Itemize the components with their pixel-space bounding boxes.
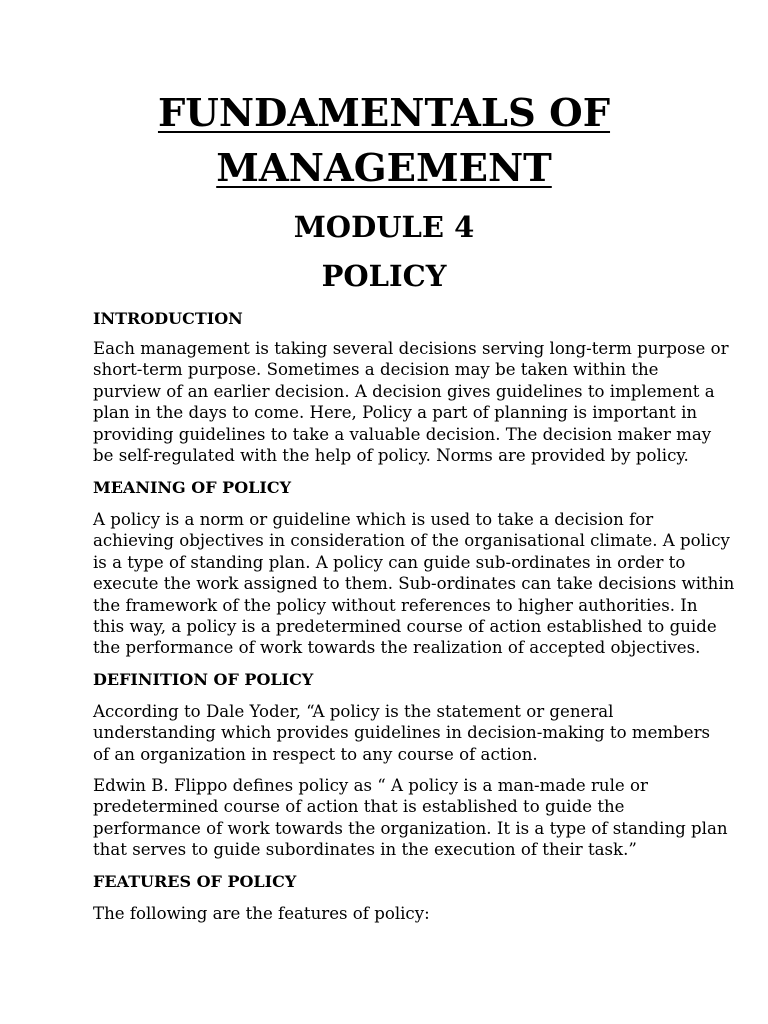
paragraph-line: performance of work towards the organization. It is a type of standing plan	[93, 818, 728, 838]
meaning-heading: MEANING OF POLICY	[93, 478, 292, 497]
paragraph-line: predetermined course of action that is established to guide the	[93, 797, 625, 817]
paragraph-line: plan in the days to come. Here, Policy a part of planning is important in	[93, 403, 698, 423]
meaning-paragraph	[93, 509, 735, 659]
paragraph-line: the framework of the policy without references to higher authorities. In	[93, 595, 698, 615]
document-title-line2: MANAGEMENT	[216, 146, 552, 191]
paragraph-line: be self-regulated with the help of policy. Norms are provided by policy.	[93, 446, 689, 466]
definition-heading: DEFINITION OF POLICY	[93, 670, 314, 689]
paragraph-line: achieving objectives in consideration of the organisational climate. A policy	[93, 531, 730, 551]
yoder-definition-paragraph	[93, 701, 711, 765]
paragraph-line: short-term purpose. Sometimes a decision may be taken within the	[93, 360, 659, 380]
introduction-paragraph	[93, 338, 729, 466]
paragraph-line: The following are the features of policy:	[93, 904, 430, 923]
paragraph-line: is a type of standing plan. A policy can guide sub-ordinates in order to	[93, 552, 686, 572]
paragraph-line: Each management is taking several decisions serving long-term purpose or	[93, 339, 729, 358]
flippo-definition-paragraph	[93, 775, 728, 861]
document-title-line1: FUNDAMENTALS OF	[157, 91, 611, 136]
paragraph-line: According to Dale Yoder, “A policy is the statement or general	[93, 702, 614, 721]
paragraph-line: the performance of work towards the realization of accepted objectives.	[93, 638, 701, 658]
paragraph-line: purview of an earlier decision. A decision gives guidelines to implement a	[93, 381, 715, 401]
paragraph-line: A policy is a norm or guideline which is used to take a decision for	[93, 510, 654, 529]
paragraph-line: providing guidelines to take a valuable decision. The decision maker may	[93, 424, 712, 444]
paragraph-line: execute the work assigned to them. Sub-ordinates can take decisions within	[93, 574, 735, 594]
paragraph-line: that serves to guide subordinates in the execution of their task.”	[93, 840, 637, 860]
paragraph-line: Edwin B. Flippo defines policy as “ A policy is a man-made rule or	[93, 776, 648, 795]
module-label: MODULE 4	[293, 210, 475, 244]
paragraph-line: this way, a policy is a predetermined course of action established to guide	[93, 617, 717, 637]
introduction-heading: INTRODUCTION	[93, 309, 243, 328]
paragraph-line: understanding which provides guidelines in decision-making to members	[93, 723, 711, 743]
features-heading: FEATURES OF POLICY	[93, 872, 297, 891]
topic-label: POLICY	[321, 259, 447, 293]
paragraph-line: of an organization in respect to any course of action.	[93, 744, 538, 764]
features-paragraph	[93, 903, 693, 924]
